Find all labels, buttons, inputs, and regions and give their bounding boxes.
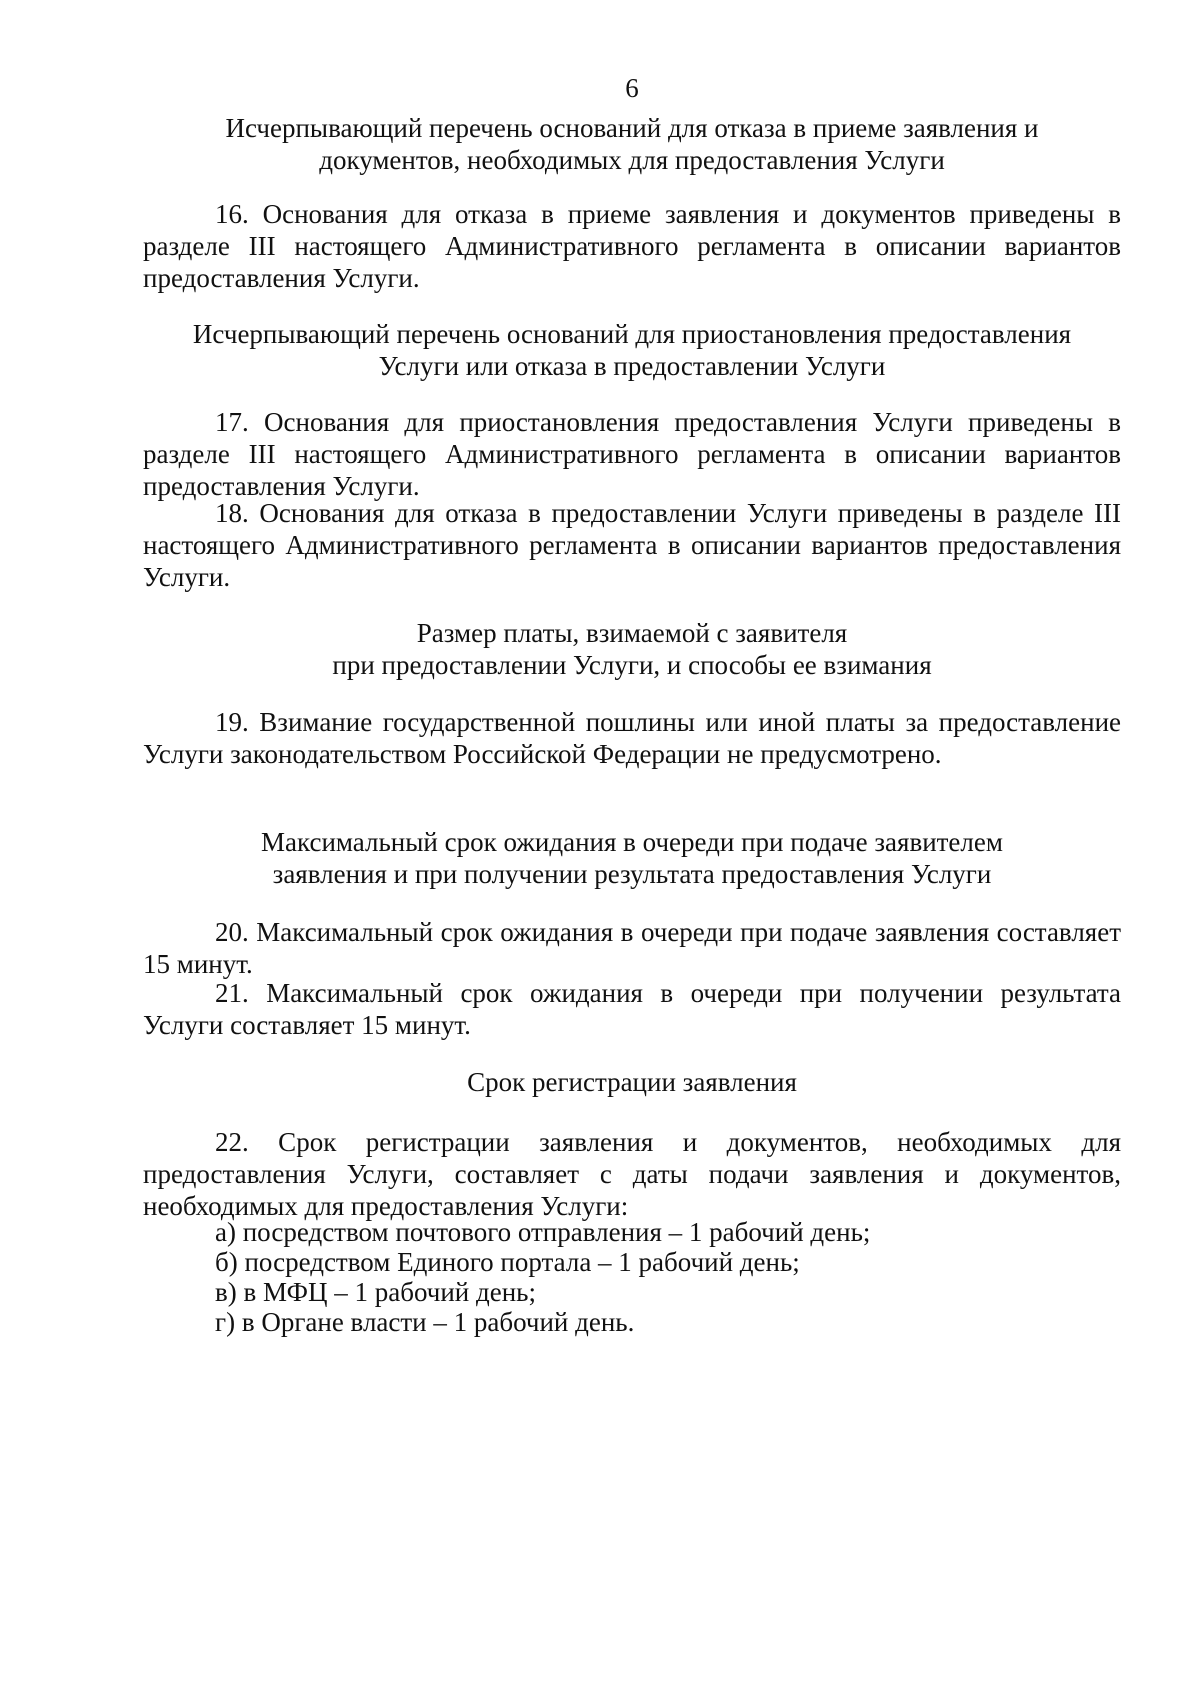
paragraph-18: 18. Основания для отказа в предоставлении Услуги приведены в разделе III настоящего Административного регламента в описании вариантов предоставления Услуги. bbox=[143, 498, 1121, 592]
list-item-b: б) посредством Единого портала – 1 рабочий день; bbox=[215, 1247, 800, 1277]
document-page bbox=[143, 0, 1121, 1698]
heading-line: заявления и при получении результата предоставления Услуги bbox=[272, 859, 992, 889]
paragraph-19: 19. Взимание государственной пошлины или иной платы за предоставление Услуги законодательством Российской Федерации не предусмотрено. bbox=[143, 707, 1121, 769]
paragraph-20: 20. Максимальный срок ожидания в очереди при подаче заявления составляет 15 минут. bbox=[143, 917, 1121, 979]
heading-line: Срок регистрации заявления bbox=[467, 1067, 797, 1097]
section-heading-registration bbox=[143, 1066, 1121, 1098]
list-item-c: в) в МФЦ – 1 рабочий день; bbox=[215, 1277, 536, 1307]
list-item-a: а) посредством почтового отправления – 1 рабочий день; bbox=[215, 1217, 871, 1247]
heading-line: Услуги или отказа в предоставлении Услуги bbox=[378, 351, 886, 381]
section-heading-queue bbox=[143, 826, 1121, 890]
heading-line: при предоставлении Услуги, и способы ее взимания bbox=[332, 650, 932, 680]
paragraph-17: 17. Основания для приостановления предоставления Услуги приведены в разделе III настоящего Административного регламента в описании вариантов предоставления Услуги. bbox=[143, 407, 1121, 501]
heading-line: Исчерпывающий перечень оснований для отказа в приеме заявления и bbox=[225, 113, 1039, 143]
section-heading-suspension bbox=[143, 318, 1121, 382]
paragraph-21: 21. Максимальный срок ожидания в очереди при получении результата Услуги составляет 15 минут. bbox=[143, 978, 1121, 1040]
paragraph-22: 22. Срок регистрации заявления и документов, необходимых для предоставления Услуги, составляет с даты подачи заявления и документов, необходимых для предоставления Услуги: bbox=[143, 1127, 1121, 1221]
list-item-d: г) в Органе власти – 1 рабочий день. bbox=[215, 1307, 635, 1337]
heading-line: Размер платы, взимаемой с заявителя bbox=[416, 618, 848, 648]
page-number: 6 bbox=[625, 73, 639, 103]
heading-line: документов, необходимых для предоставления Услуги bbox=[319, 145, 945, 175]
heading-line: Исчерпывающий перечень оснований для приостановления предоставления bbox=[192, 319, 1072, 349]
section-heading-refusal-acceptance bbox=[143, 112, 1121, 176]
section-heading-fee bbox=[143, 617, 1121, 681]
paragraph-16: 16. Основания для отказа в приеме заявления и документов приведены в разделе III настоящего Административного регламента в описании вариантов предоставления Услуги. bbox=[143, 199, 1121, 293]
heading-line: Максимальный срок ожидания в очереди при подаче заявителем bbox=[261, 827, 1003, 857]
